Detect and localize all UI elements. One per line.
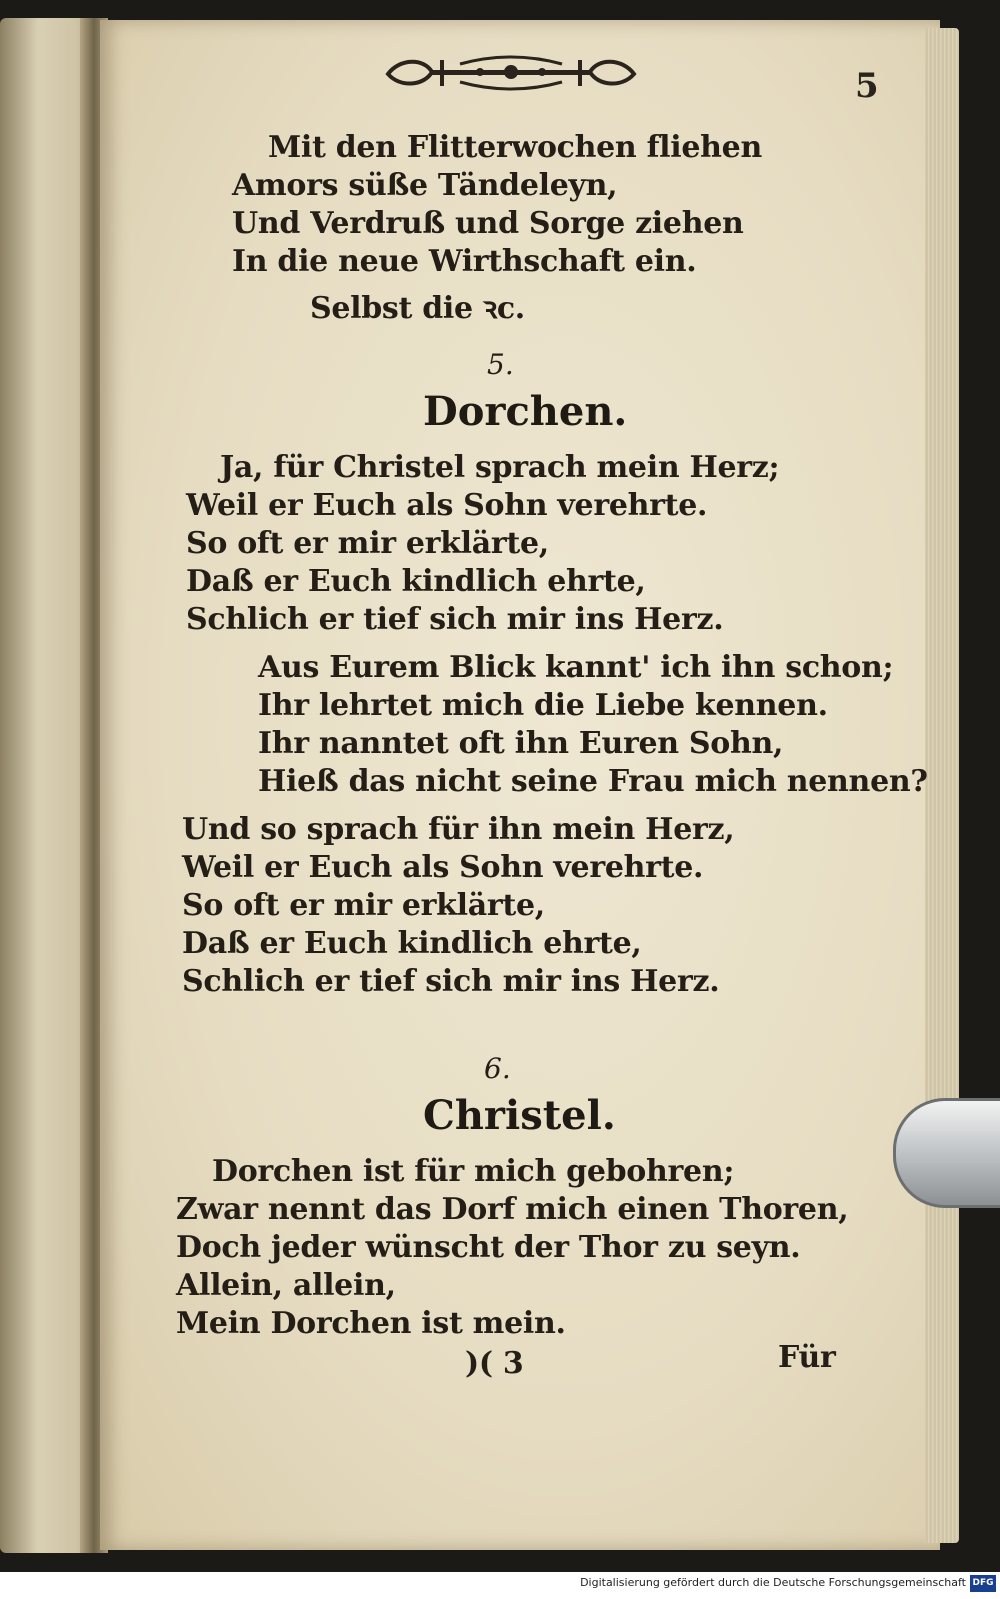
stanza-line: Amors süße Tändeleyn, xyxy=(232,168,618,203)
page-edges xyxy=(925,28,959,1543)
stanza-line: Und Verdruß und Sorge ziehen xyxy=(232,206,744,241)
stanza-line: Mit den Flitterwochen fliehen xyxy=(268,130,762,165)
verse-line: Aus Eurem Blick kannt' ich ihn schon; xyxy=(258,650,894,685)
catchword: Für xyxy=(778,1340,836,1375)
dfg-logo: DFG xyxy=(970,1575,996,1592)
verse-line: Dorchen ist für mich gebohren; xyxy=(212,1154,735,1189)
section-title: Dorchen. xyxy=(423,388,628,435)
verse-line: Und so sprach für ihn mein Herz, xyxy=(182,812,735,847)
verse-line: Mein Dorchen ist mein. xyxy=(176,1306,566,1341)
refrain-cue: Selbst die ꝛc. xyxy=(310,291,525,326)
verse-line: Zwar nennt das Dorf mich einen Thoren, xyxy=(176,1192,849,1227)
verse-line: Doch jeder wünscht der Thor zu seyn. xyxy=(176,1230,801,1265)
footer-bar xyxy=(0,1572,1000,1599)
verse-line: So oft er mir erklärte, xyxy=(182,888,545,923)
verse-line: Allein, allein, xyxy=(176,1268,396,1303)
page-clip xyxy=(893,1098,1000,1208)
verse-line: Ihr lehrtet mich die Liebe kennen. xyxy=(258,688,828,723)
verse-line: Daß er Euch kindlich ehrte, xyxy=(186,564,646,599)
verse-line: Schlich er tief sich mir ins Herz. xyxy=(182,964,720,999)
verse-line: Schlich er tief sich mir ins Herz. xyxy=(186,602,724,637)
stanza-line: In die neue Wirthschaft ein. xyxy=(232,244,697,279)
verse-line: Ihr nanntet oft ihn Euren Sohn, xyxy=(258,726,784,761)
header-ornament-icon xyxy=(380,52,642,94)
footer-credit: Digitalisierung gefördert durch die Deutsche Forschungsgemeinschaft xyxy=(580,1576,966,1589)
section-title: Christel. xyxy=(423,1092,616,1139)
verse-line: Ja, für Christel sprach mein Herz; xyxy=(220,450,780,485)
verse-line: Daß er Euch kindlich ehrte, xyxy=(182,926,642,961)
verse-line: Weil er Euch als Sohn verehrte. xyxy=(182,850,704,885)
signature-mark: )( 3 xyxy=(465,1346,524,1381)
verse-line: So oft er mir erklärte, xyxy=(186,526,549,561)
section-number: 6. xyxy=(484,1052,511,1085)
page-number: 5 xyxy=(855,66,879,106)
section-number: 5. xyxy=(487,348,514,381)
verse-line: Weil er Euch als Sohn verehrte. xyxy=(186,488,708,523)
verse-line: Hieß das nicht seine Frau mich nennen? xyxy=(258,764,928,799)
